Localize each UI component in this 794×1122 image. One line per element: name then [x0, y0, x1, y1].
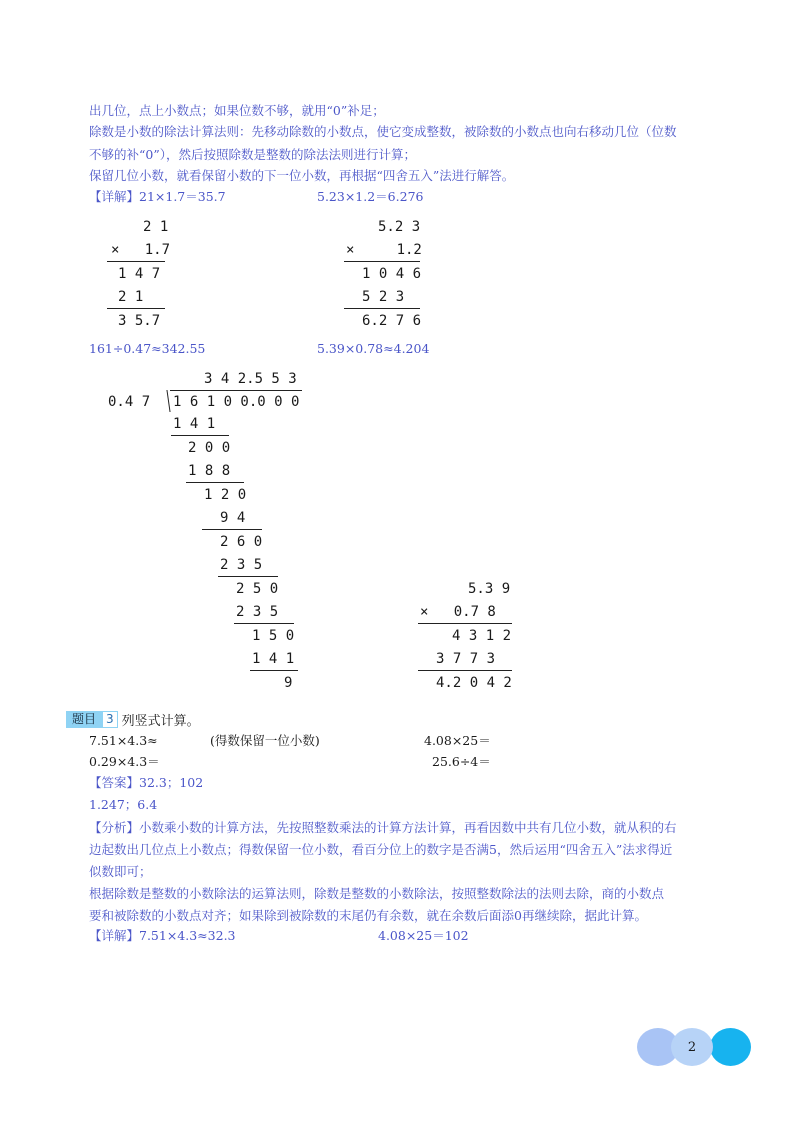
calc-row: 4.2 0 4 2 [436, 675, 512, 691]
problem-1: 7.51×4.3≈ [89, 733, 158, 748]
division-step: 2 5 0 [236, 581, 279, 597]
calc-row: 3 5.7 [118, 313, 161, 329]
answer-2: 1.247；6.4 [89, 797, 158, 812]
question-title: 列竖式计算。 [121, 714, 200, 729]
calc-row: 6.2 7 6 [362, 313, 422, 329]
analysis-2: 边起数出几位点上小数点；得数保留一位小数，看百分位上的数字是否满5，然后运用“四舍五入”法求得近 [89, 842, 673, 857]
text-line-1: 出几位，点上小数点；如果位数不够，就用“0”补足； [89, 103, 385, 118]
division-bracket [166, 390, 170, 412]
answer-1: 【答案】32.3；102 [89, 775, 204, 790]
division-step: 2 0 0 [188, 440, 231, 456]
detail-6: 4.08×25＝102 [378, 928, 469, 943]
division-line [171, 435, 229, 436]
division-divisor: 0.4 7 [108, 394, 151, 410]
question-number: 3 [102, 711, 118, 728]
page-number-text: 2 [687, 1039, 697, 1055]
division-step: 1 5 0 [252, 628, 295, 644]
problem-4: 25.6÷4＝ [432, 754, 491, 769]
division-remainder: 9 [284, 675, 293, 691]
analysis-4: 根据除数是整数的小数除法的运算法则，除数是整数的小数除法，按照整数除法的法则去除，商的小数点 [89, 886, 665, 901]
calc-line [418, 623, 512, 624]
text-line-3: 不够的补“0”），然后按照除数是整数的除法法则进行计算； [89, 147, 416, 162]
division-step: 1 4 1 [173, 416, 216, 432]
calc-row: 5.3 9 [468, 581, 511, 597]
division-step: 1 8 8 [188, 463, 231, 479]
calc-row: 3 7 7 3 [436, 651, 496, 667]
question-label: 题目 [66, 711, 102, 728]
calc-row: 2 1 [118, 289, 144, 305]
division-step: 2 3 5 [236, 604, 279, 620]
calc-line [344, 261, 420, 262]
calc-row: 4 3 1 2 [452, 628, 512, 644]
division-quotient: 3 4 2.5 5 3 [204, 371, 297, 387]
analysis-3: 似数即可； [89, 864, 152, 879]
division-line [218, 576, 278, 577]
division-line [202, 529, 262, 530]
calc-row: × 1.7 [111, 242, 171, 258]
detail-3: 161÷0.47≈342.55 [89, 341, 206, 356]
division-step: 2 3 5 [220, 557, 263, 573]
question-tag [66, 711, 200, 728]
division-dividend: 1 6 1 0 0.0 0 0 [173, 394, 300, 410]
calc-row: 5 2 3 [362, 289, 405, 305]
detail-4: 5.39×0.78≈4.204 [317, 341, 430, 356]
division-line [250, 670, 298, 671]
calc-line [107, 261, 165, 262]
text-line-4: 保留几位小数，就看保留小数的下一位小数，再根据“四舍五入”法进行解答。 [89, 168, 515, 183]
detail-2: 5.23×1.2＝6.276 [317, 189, 424, 204]
division-step: 9 4 [220, 510, 246, 526]
calc-row: 5.2 3 [378, 219, 421, 235]
text-line-2: 除数是小数的除法计算法则：先移动除数的小数点，使它变成整数，被除数的小数点也向右移动几位（位数 [89, 124, 677, 139]
calc-row: × 1.2 [346, 242, 422, 258]
problem-note: (得数保留一位小数) [210, 733, 320, 748]
problem-2: 4.08×25＝ [424, 733, 491, 748]
calc-line [107, 308, 165, 309]
division-line [234, 623, 294, 624]
calc-line [418, 670, 512, 671]
division-bar [170, 390, 302, 391]
calc-line [344, 308, 420, 309]
division-step: 1 2 0 [204, 487, 247, 503]
calc-row: 1 4 7 [118, 266, 161, 282]
calc-row: 2 1 [143, 219, 169, 235]
detail-1: 【详解】21×1.7＝35.7 [89, 189, 226, 204]
calc-row: × 0.7 8 [420, 604, 496, 620]
detail-5: 【详解】7.51×4.3≈32.3 [89, 928, 236, 943]
division-step: 1 4 1 [252, 651, 295, 667]
analysis-1: 【分析】小数乘小数的计算方法，先按照整数乘法的计算方法计算，再看因数中共有几位小数，就从积的右 [89, 820, 677, 835]
page-badge-right [710, 1028, 751, 1066]
division-step: 2 6 0 [220, 534, 263, 550]
problem-3: 0.29×4.3＝ [89, 754, 160, 769]
division-line [186, 482, 244, 483]
analysis-5: 要和被除数的小数点对齐；如果除到被除数的末尾仍有余数，就在余数后面添0再继续除，据此计算。 [89, 908, 647, 923]
calc-row: 1 0 4 6 [362, 266, 422, 282]
page-number [671, 1028, 713, 1066]
